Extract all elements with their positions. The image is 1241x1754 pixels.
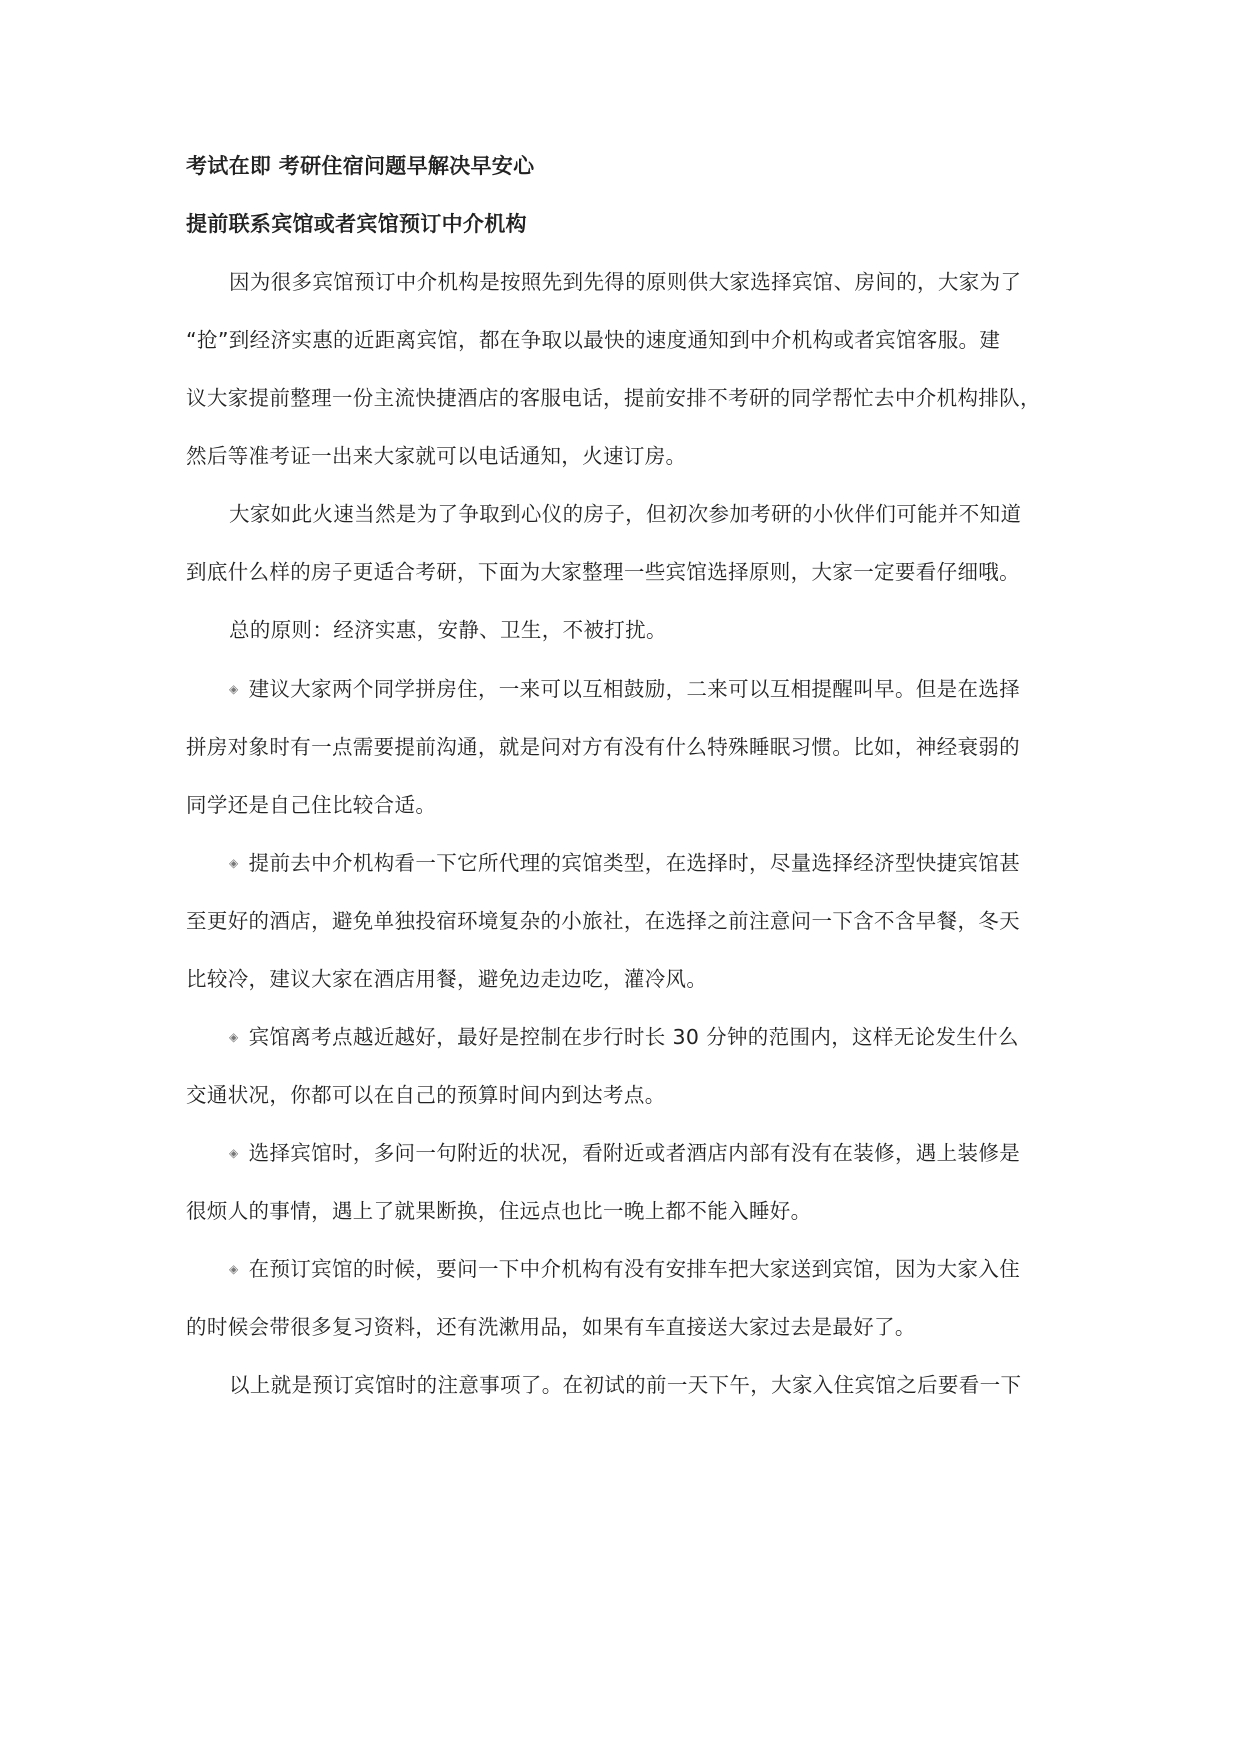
bullet-item [229,1139,1020,1167]
paragraph-line: 至更好的酒店，避免单独投宿环境复杂的小旅社，在选择之前注意问一下含不含早餐，冬天 [186,909,1020,933]
principle-line: 总的原则：经济实惠，安静、卫生，不被打扰。 [229,618,667,642]
bullet-item [229,849,1020,877]
paragraph-line: 议大家提前整理一份主流快捷酒店的客服电话，提前安排不考研的同学帮忙去中介机构排队， [186,386,1041,410]
bullet-icon: ◈ [229,1146,239,1160]
document-title: 考试在即 考研住宿问题早解决早安心 [186,154,535,178]
paragraph-line: 拼房对象时有一点需要提前沟通，就是问对方有没有什么特殊睡眠习惯。比如，神经衰弱的 [186,735,1020,759]
bullet-item [229,675,1020,703]
bullet-item [229,1255,1020,1283]
paragraph-line: “抢”到经济实惠的近距离宾馆，都在争取以最快的速度通知到中介机构或者宾馆客服。建 [186,328,1001,352]
bullet-icon: ◈ [229,682,239,696]
paragraph-line: 的时候会带很多复习资料，还有洗漱用品，如果有车直接送大家过去是最好了。 [186,1315,916,1339]
bullet-text: 在预订宾馆的时候，要问一下中介机构有没有安排车把大家送到宾馆，因为大家入住 [248,1257,1021,1281]
paragraph-line: 到底什么样的房子更适合考研，下面为大家整理一些宾馆选择原则，大家一定要看仔细哦。 [186,560,1020,584]
paragraph-line: 比较冷，建议大家在酒店用餐，避免边走边吃，灌冷风。 [186,967,708,991]
bullet-text: 选择宾馆时，多问一句附近的状况，看附近或者酒店内部有没有在装修，遇上装修是 [248,1141,1021,1165]
paragraph-line: 很烦人的事情，遇上了就果断换，住远点也比一晚上都不能入睡好。 [186,1199,812,1223]
bullet-icon: ◈ [229,856,239,870]
bullet-item [229,1023,1019,1051]
bullet-text: 提前去中介机构看一下它所代理的宾馆类型，在选择时，尽量选择经济型快捷宾馆甚 [248,851,1021,875]
paragraph-line: 以上就是预订宾馆时的注意事项了。在初试的前一天下午，大家入住宾馆之后要看一下 [229,1373,1022,1397]
section-heading: 提前联系宾馆或者宾馆预订中介机构 [186,212,527,236]
paragraph-line: 大家如此火速当然是为了争取到心仪的房子，但初次参加考研的小伙伴们可能并不知道 [229,502,1022,526]
paragraph-line: 因为很多宾馆预订中介机构是按照先到先得的原则供大家选择宾馆、房间的，大家为了 [229,270,1022,294]
bullet-text: 建议大家两个同学拼房住，一来可以互相鼓励，二来可以互相提醒叫早。但是在选择 [248,677,1021,701]
paragraph-line: 然后等准考证一出来大家就可以电话通知，火速订房。 [186,444,687,468]
bullet-text: 宾馆离考点越近越好，最好是控制在步行时长 30 分钟的范围内，这样无论发生什么 [248,1025,1019,1049]
paragraph-line: 交通状况，你都可以在自己的预算时间内到达考点。 [186,1083,666,1107]
paragraph-line: 同学还是自己住比较合适。 [186,793,437,817]
bullet-icon: ◈ [229,1030,239,1044]
bullet-icon: ◈ [229,1262,239,1276]
